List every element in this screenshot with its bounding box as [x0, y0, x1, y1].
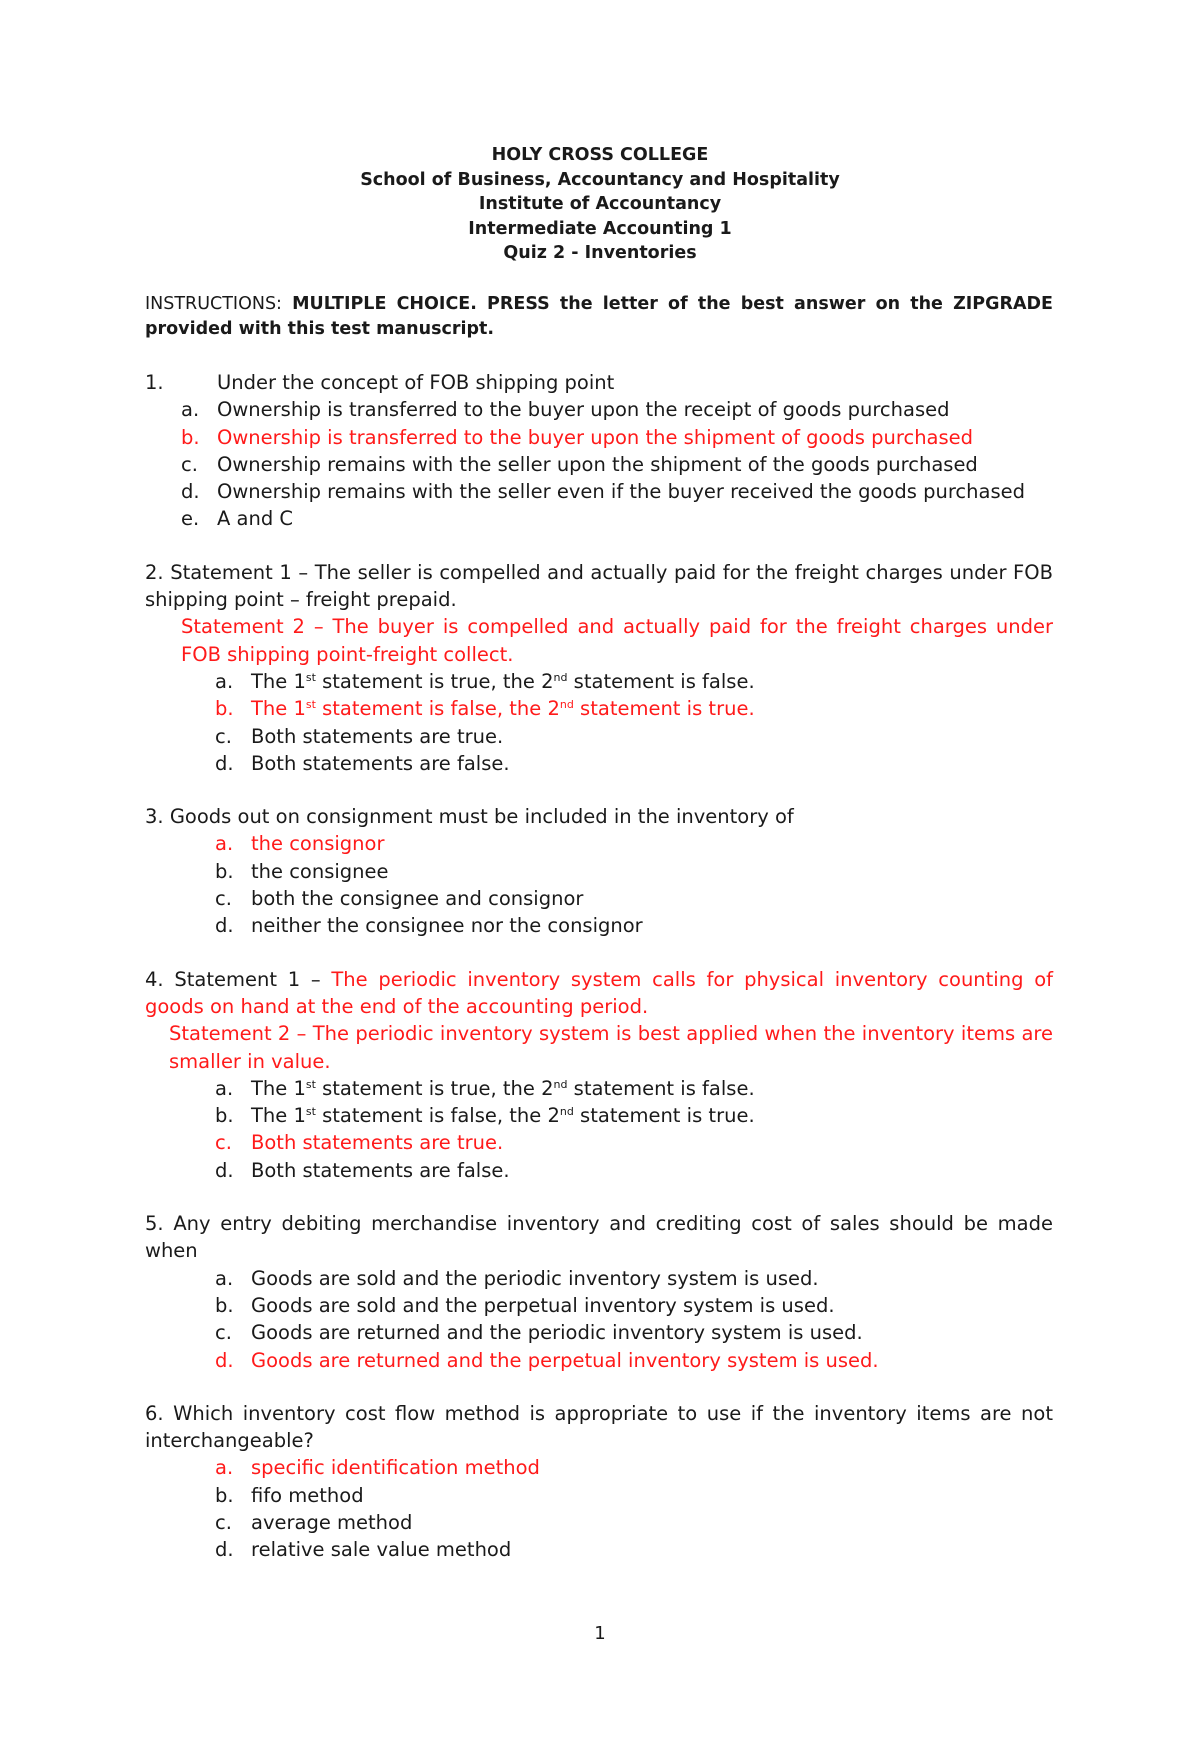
- option-letter: d.: [215, 1538, 234, 1562]
- option-text: The 1st statement is true, the 2nd statement is false.: [251, 1076, 755, 1100]
- quiz-title: Quiz 2 - Inventories: [503, 243, 697, 263]
- option-letter: c.: [181, 452, 198, 476]
- option-d-correct: [145, 1347, 1053, 1374]
- option-text: A and C: [217, 507, 294, 531]
- question-statement-2: Statement 2 – The periodic inventory system is best applied when the inventory items are smaller in value.: [169, 1022, 1053, 1073]
- option-letter: c.: [215, 887, 232, 911]
- option-text: specific identification method: [251, 1456, 540, 1480]
- option-letter: a.: [215, 1076, 234, 1100]
- option-text: average method: [251, 1510, 413, 1534]
- option-letter: b.: [215, 1293, 234, 1317]
- question-1: [145, 369, 1053, 533]
- question-number: 4.: [145, 967, 164, 991]
- college-name: HOLY CROSS COLLEGE: [491, 145, 709, 165]
- option-letter: d.: [181, 480, 200, 504]
- option-letter: b.: [215, 697, 234, 721]
- option-letter: b.: [215, 1104, 234, 1128]
- option-text: Goods are sold and the perpetual inventory system is used.: [251, 1293, 835, 1317]
- option-letter: b.: [215, 1483, 234, 1507]
- option-text: The 1st statement is false, the 2nd statement is true.: [251, 1104, 755, 1128]
- option-text: Ownership is transferred to the buyer upon the shipment of goods purchased: [217, 425, 974, 449]
- option-letter: e.: [181, 507, 200, 531]
- option-letter: b.: [215, 859, 234, 883]
- option-text: Ownership remains with the seller upon the shipment of the goods purchased: [217, 452, 978, 476]
- option-letter: b.: [181, 425, 200, 449]
- option-text: relative sale value method: [251, 1538, 512, 1562]
- option-d: [145, 1536, 1053, 1563]
- option-a-correct: [145, 830, 1053, 857]
- option-b: [145, 1482, 1053, 1509]
- option-text: Goods are returned and the periodic inventory system is used.: [251, 1321, 863, 1345]
- question-statement-1: [145, 559, 1053, 614]
- option-b: [145, 1292, 1053, 1319]
- option-letter: a.: [215, 669, 234, 693]
- question-statement-2: Statement 2 – The buyer is compelled and actually paid for the freight charges under FOB shipping point-freight collect.: [181, 615, 1053, 666]
- question-6: [145, 1400, 1053, 1564]
- option-b-correct: [145, 695, 1053, 722]
- question-number: 6.: [145, 1401, 164, 1425]
- option-d: [145, 1157, 1053, 1184]
- option-d: [145, 750, 1053, 777]
- option-letter: a.: [181, 398, 200, 422]
- question-statement-1: [145, 966, 1053, 1021]
- option-text: Both statements are false.: [251, 751, 510, 775]
- option-letter: c.: [215, 1321, 232, 1345]
- document-header: [0, 143, 1200, 266]
- instructions-label: INSTRUCTIONS:: [145, 294, 282, 314]
- option-letter: c.: [215, 1131, 232, 1155]
- institute-name: Institute of Accountancy: [478, 194, 722, 214]
- option-text: fifo method: [251, 1483, 364, 1507]
- option-c-correct: [145, 1129, 1053, 1156]
- statement-1-text: The periodic inventory system calls for physical inventory counting of goods on hand at the end of the accounting period.: [145, 967, 1053, 1018]
- option-text: Goods are sold and the periodic inventory system is used.: [251, 1266, 819, 1290]
- option-letter: d.: [215, 751, 234, 775]
- option-c: [145, 1509, 1053, 1536]
- option-d: [145, 478, 1053, 505]
- question-text: Any entry debiting merchandise inventory and crediting cost of sales should be made when: [145, 1212, 1053, 1263]
- option-b: [145, 858, 1053, 885]
- option-a: [145, 1265, 1053, 1292]
- option-text: The 1st statement is true, the 2nd statement is false.: [251, 669, 755, 693]
- statement-1-label: Statement 1 –: [174, 967, 332, 991]
- option-list: [145, 1454, 1053, 1563]
- option-a: [145, 668, 1053, 695]
- question-2: [145, 559, 1053, 777]
- option-a: [145, 1075, 1053, 1102]
- option-c: [145, 723, 1053, 750]
- option-text: Both statements are false.: [251, 1158, 510, 1182]
- option-a: [145, 396, 1053, 423]
- question-4: [145, 966, 1053, 1184]
- question-number: 5.: [145, 1212, 164, 1236]
- option-list: [145, 668, 1053, 777]
- option-letter: d.: [215, 1158, 234, 1182]
- option-text: Ownership remains with the seller even if the buyer received the goods purchased: [217, 480, 1025, 504]
- option-c: [145, 1319, 1053, 1346]
- option-text: Goods are returned and the perpetual inventory system is used.: [251, 1348, 879, 1372]
- option-list: [145, 1265, 1053, 1374]
- question-stem: [145, 369, 1053, 396]
- option-a-correct: [145, 1454, 1053, 1481]
- question-text: Under the concept of FOB shipping point: [217, 371, 615, 394]
- question-3: [145, 803, 1053, 939]
- option-e: [145, 505, 1053, 532]
- question-stem: [145, 1400, 1053, 1455]
- option-d: [145, 912, 1053, 939]
- instructions: [145, 292, 1053, 342]
- option-list: [145, 396, 1053, 532]
- course-name: Intermediate Accounting 1: [468, 218, 732, 239]
- option-text: The 1st statement is false, the 2nd statement is true.: [251, 697, 755, 721]
- option-text: neither the consignee nor the consignor: [251, 914, 643, 938]
- question-number: 2.: [145, 560, 164, 584]
- option-text: Both statements are true.: [251, 1131, 504, 1155]
- option-text: Ownership is transferred to the buyer upon the receipt of goods purchased: [217, 398, 950, 422]
- question-5: [145, 1210, 1053, 1374]
- option-letter: d.: [215, 914, 234, 938]
- option-c: [145, 451, 1053, 478]
- question-stem: [145, 803, 1053, 830]
- option-b: [145, 1102, 1053, 1129]
- option-letter: a.: [215, 1266, 234, 1290]
- option-letter: c.: [215, 724, 232, 748]
- question-text: Which inventory cost flow method is appropriate to use if the inventory items are not interchangeable?: [145, 1401, 1053, 1453]
- statement-1-text: Statement 1 – The seller is compelled and actually paid for the freight charges under FOB shipping point – freight prepaid.: [145, 560, 1053, 612]
- questions: [145, 369, 1053, 1564]
- option-letter: d.: [215, 1348, 234, 1372]
- question-text: Goods out on consignment must be included in the inventory of: [169, 805, 794, 829]
- option-letter: c.: [215, 1510, 232, 1534]
- option-list: [145, 1075, 1053, 1184]
- option-c: [145, 885, 1053, 912]
- school-name: School of Business, Accountancy and Hospitality: [360, 169, 840, 190]
- page-number: 1: [594, 1623, 606, 1644]
- question-stem: [145, 1210, 1053, 1265]
- option-letter: a.: [215, 832, 234, 856]
- option-letter: a.: [215, 1456, 234, 1480]
- instructions-text: MULTIPLE CHOICE. PRESS the letter of the best answer on the ZIPGRADE provided with this test manuscript.: [145, 294, 1053, 339]
- option-text: Both statements are true.: [251, 724, 504, 748]
- question-number: 3.: [145, 805, 164, 829]
- option-text: both the consignee and consignor: [251, 887, 584, 911]
- option-b-correct: [145, 424, 1053, 451]
- question-number: 1.: [145, 371, 164, 394]
- option-text: the consignee: [251, 859, 389, 883]
- option-text: the consignor: [251, 832, 385, 856]
- option-list: [145, 830, 1053, 939]
